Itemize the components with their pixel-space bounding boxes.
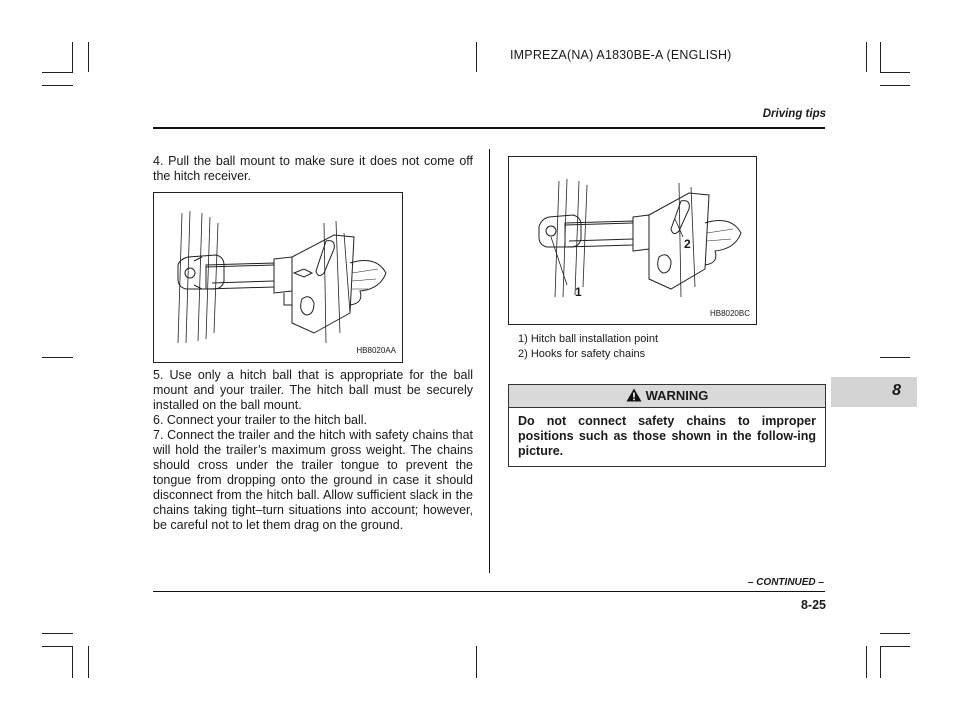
warning-title: WARNING [645, 388, 709, 403]
page-number: 8-25 [800, 598, 826, 612]
warning-text: Do not connect safety chains to improper positions such as those shown in the follow-ing picture. [518, 414, 816, 458]
document-id: IMPREZA(NA) A1830BE-A (ENGLISH) [510, 48, 732, 62]
warning-box [508, 384, 826, 467]
step-5-text: 5. Use only a hitch ball that is appropriate for the ball mount and your trailer. The hitch ball must be securely installed on the ball mount. [153, 368, 473, 412]
step-7-text: 7. Connect the trailer and the hitch with safety chains that will hold the trailer’s maximum gross weight. The chains should cross under the trailer tongue to prevent the tongue from dropping onto the ground in case it should disconnect from the hitch ball. Allow sufficient slack in the chains taking tight–turn situations into account; however, be careful not to let them drag on the ground. [153, 428, 473, 532]
figure-code: HB8020BC [709, 309, 750, 318]
section-title: Driving tips [762, 108, 826, 120]
figure-ball-mount [153, 192, 403, 363]
callout-1: 1 [575, 285, 582, 299]
chapter-number: 8 [892, 382, 901, 399]
left-column [153, 154, 473, 184]
step-4-text: 4. Pull the ball mount to make sure it does not come off the hitch receiver. [153, 154, 473, 183]
header-rule [153, 127, 825, 129]
figure-installation-points [508, 156, 757, 325]
hitch-callout-illustration [509, 157, 756, 324]
continued-label: – CONTINUED – [747, 577, 824, 588]
legend-item: 2) Hooks for safety chains [518, 347, 646, 360]
figure-legend [518, 332, 658, 361]
warning-header [509, 385, 825, 408]
legend-item: 1) Hitch ball installation point [518, 333, 659, 345]
figure-code: HB8020AA [356, 346, 396, 355]
callout-2: 2 [684, 237, 691, 251]
column-divider [489, 149, 490, 573]
footer-rule [153, 591, 825, 592]
step-6-text: 6. Connect your trailer to the hitch ball. [153, 413, 368, 427]
left-column-lower [153, 368, 473, 533]
hitch-receiver-illustration [154, 193, 402, 362]
chapter-tab [831, 377, 917, 407]
warning-triangle-icon [626, 388, 642, 402]
